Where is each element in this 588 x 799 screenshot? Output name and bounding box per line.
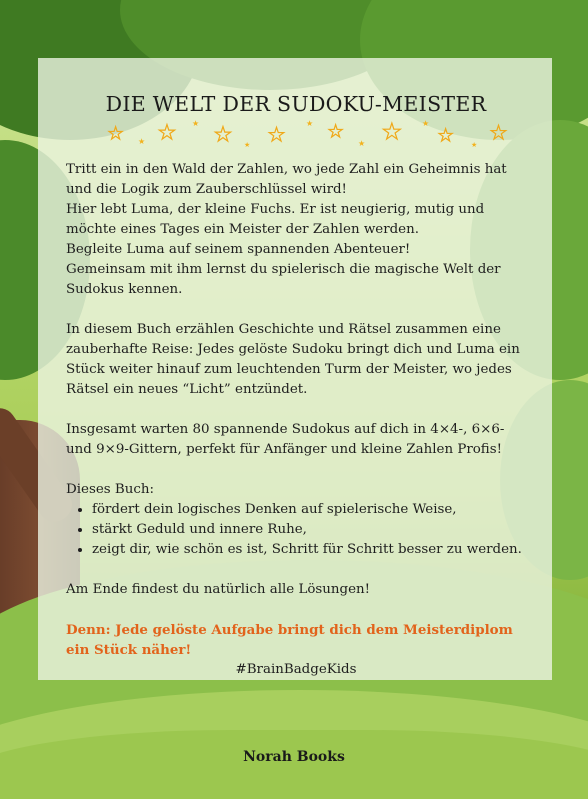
hashtag: #BrainBadgeKids [235,662,357,677]
highlight-text: Denn: Jede gelöste Aufgabe bringt dich dem Meisterdiplom ein Stück näher! [66,622,513,658]
intro-line: Gemeinsam mit ihm lernst du spielerisch die magische Welt der Sudokus kennen. [66,262,501,297]
star-icon: ★ [382,120,402,145]
star-icon: ★ [358,139,366,148]
star-icon: ★ [108,124,124,144]
intro-line: Begleite Luma auf seinem spannenden Abenteuer! [66,242,411,257]
text-panel [38,58,552,680]
star-icon: ★ [306,119,314,128]
benefit-list [66,500,526,560]
list-item: • fördert dein logisches Denken auf spielerische Weise, [92,500,526,520]
star-icon: ★ [328,122,344,142]
star-icon: ★ [268,124,286,146]
page-title: DIE WELT DER SUDOKU-MEISTER [105,92,487,116]
star-icon: ★ [471,141,478,149]
star-icon: ★ [422,119,430,128]
star-icon: ★ [490,122,508,144]
list-item: • stärkt Geduld und innere Ruhe, [92,520,526,540]
star-icon: ★ [438,126,454,146]
list-item: • zeigt dir, wie schön es ist, Schritt für Schritt besser zu werden. [92,540,526,560]
star-icon: ★ [214,122,232,146]
star-icon: ★ [192,119,200,128]
list-heading: Dieses Buch: [66,482,154,497]
intro-line: Tritt ein in den Wald der Zahlen, wo jede Zahl ein Geheimnis hat und die Logik zum Zauberschlüssel wird! [66,162,507,197]
intro-line: Hier lebt Luma, der kleine Fuchs. Er ist neugierig, mutig und möchte eines Tages ein Meister der Zahlen werden. [66,202,485,237]
description [66,160,526,680]
journey-paragraph: In diesem Buch erzählen Geschichte und Rätsel zusammen eine zauberhafte Reise: Jedes gelöste Sudoku bringt dich und Luma ein Stück weiter hinauf zum leuchtenden Turm der Meister, wo jedes Rätsel ein neues “Licht” entzündet. [66,322,520,397]
solutions-note: Am Ende findest du natürlich alle Lösungen! [66,582,371,597]
publisher-name: Norah Books [243,749,345,765]
star-icon: ★ [138,137,146,146]
star-decoration [66,118,526,158]
star-icon: ★ [158,120,176,144]
count-paragraph: Insgesamt warten 80 spannende Sudokus auf dich in 4×4-, 6×6- und 9×9-Gittern, perfekt für Anfänger und kleine Zahlen Profis! [66,422,505,457]
star-icon: ★ [244,141,251,149]
